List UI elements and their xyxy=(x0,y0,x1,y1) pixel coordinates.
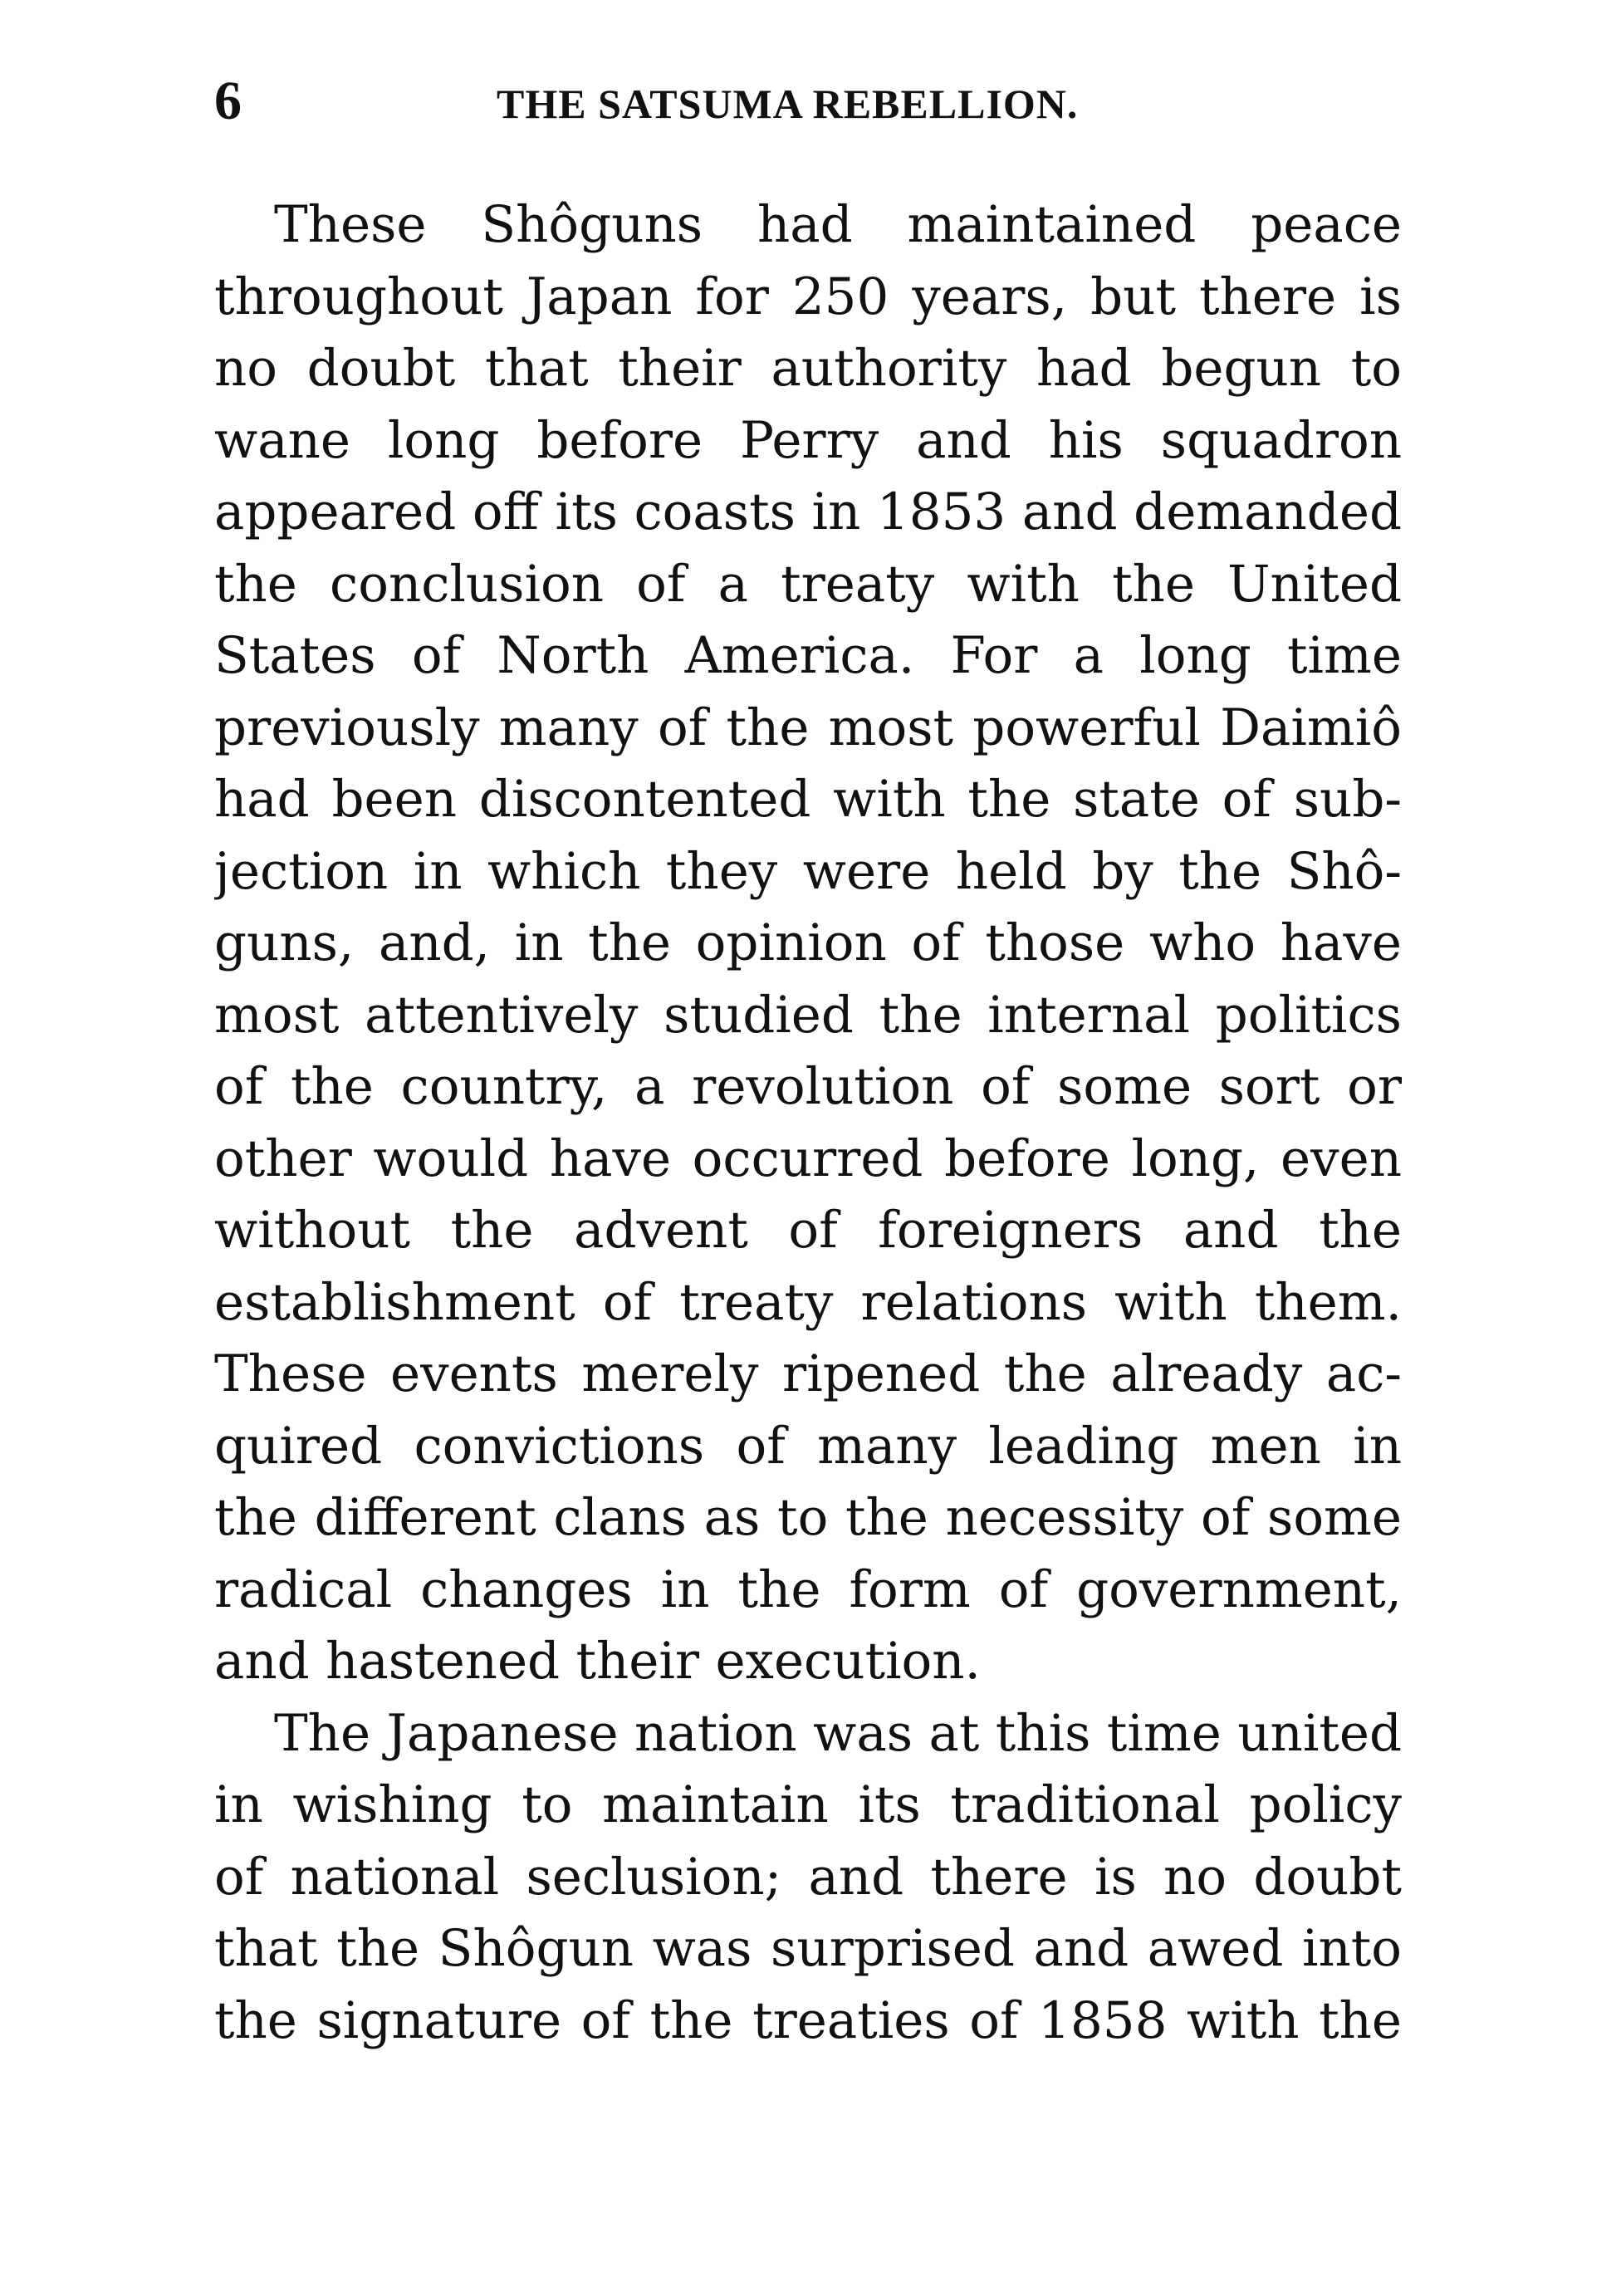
text-line: the signature of the treaties of 1858 with the xyxy=(214,1990,1402,2050)
text-line: the conclusion of a treaty with the United xyxy=(214,554,1402,614)
text-line: guns, and, in the opinion of those who have xyxy=(214,913,1402,972)
text-line: had been discontented with the state of sub- xyxy=(214,770,1402,829)
text-line: The Japanese nation was at this time united xyxy=(274,1703,1402,1763)
text-line: of the country, a revolution of some sort or xyxy=(214,1057,1402,1116)
text-line: the different clans as to the necessity of some xyxy=(214,1488,1402,1547)
text-line: These Shôguns had maintained peace xyxy=(274,195,1402,254)
paragraph-end-line: and hastened their execution. xyxy=(214,1632,981,1691)
page-number: 6 xyxy=(214,71,242,131)
text-line: wane long before Perry and his squadron xyxy=(214,410,1402,470)
body-text xyxy=(214,189,1402,2057)
text-line: radical changes in the form of government, xyxy=(214,1559,1402,1619)
text-line: jection in which they were held by the Shô- xyxy=(214,841,1402,901)
text-line: quired convictions of many leading men in xyxy=(214,1416,1402,1476)
text-line: of national seclusion; and there is no doubt xyxy=(214,1847,1402,1907)
text-line: previously many of the most powerful Daimiô xyxy=(214,698,1402,757)
text-line: most attentively studied the internal politics xyxy=(214,985,1402,1045)
running-title: THE SATSUMA REBELLION. xyxy=(497,81,1079,127)
text-line: establishment of treaty relations with them. xyxy=(214,1272,1402,1332)
text-line: appeared off its coasts in 1853 and demanded xyxy=(214,482,1402,541)
running-head xyxy=(214,68,1402,135)
text-line: These events merely ripened the already ac- xyxy=(214,1344,1402,1403)
text-line: in wishing to maintain its traditional policy xyxy=(214,1775,1402,1834)
text-line: other would have occurred before long, even xyxy=(214,1128,1402,1188)
text-line: that the Shôgun was surprised and awed into xyxy=(214,1919,1402,1978)
text-line: States of North America. For a long time xyxy=(214,626,1402,685)
text-line: no doubt that their authority had begun to xyxy=(214,339,1402,398)
text-line: without the advent of foreigners and the xyxy=(214,1201,1402,1260)
text-line: throughout Japan for 250 years, but there is xyxy=(214,267,1402,326)
